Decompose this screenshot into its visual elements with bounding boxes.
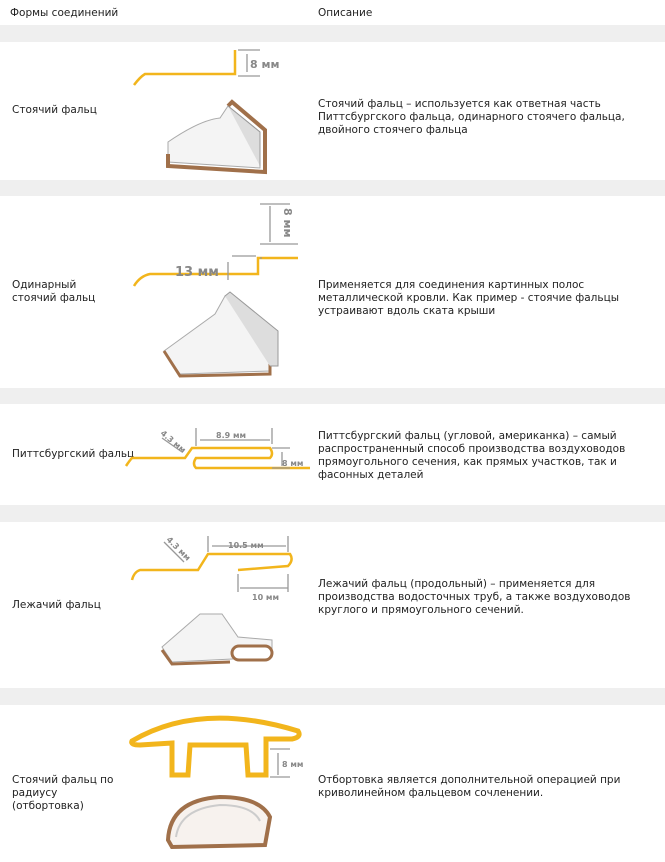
table-row xyxy=(0,705,665,862)
joint-name: Питтсбургский фальц xyxy=(12,448,135,460)
joint-description: Стоячий фальц – используется как ответная часть Питтсбургского фальца, одинарного стоячего фальца, двойного стоячего фальца xyxy=(318,98,625,136)
svg-text:4.3 мм: 4.3 мм xyxy=(158,428,188,455)
table-row xyxy=(0,404,665,505)
flat-seam-diagram xyxy=(120,522,320,682)
standing-seam-diagram xyxy=(120,42,320,172)
single-standing-seam-diagram xyxy=(120,196,320,386)
joint-name: Стоячий фальц по радиусу (отбортовка) xyxy=(12,774,114,812)
svg-text:8 мм: 8 мм xyxy=(250,58,280,71)
table-row xyxy=(0,522,665,688)
svg-text:8 мм: 8 мм xyxy=(282,459,304,468)
svg-text:8 мм: 8 мм xyxy=(281,208,294,238)
table-row xyxy=(0,42,665,180)
svg-text:10 мм: 10 мм xyxy=(252,593,279,602)
joint-description: Отбортовка является дополнительной операцией при криволинейном фальцевом сочленении. xyxy=(318,774,621,799)
svg-text:8 мм: 8 мм xyxy=(282,760,304,769)
pittsburgh-seam-diagram xyxy=(120,404,320,504)
joint-name: Лежачий фальц xyxy=(12,599,101,611)
header-forms: Формы соединений xyxy=(10,7,119,19)
header-description: Описание xyxy=(318,7,373,19)
svg-text:4.3 мм: 4.3 мм xyxy=(164,535,193,563)
joint-name: Одинарный стоячий фальц xyxy=(12,279,96,304)
row-separator xyxy=(0,505,665,522)
svg-text:8.9 мм: 8.9 мм xyxy=(216,431,247,440)
joint-description: Применяется для соединения картинных полос металлической кровли. Как пример - стоячие фальцы устраивают вдоль ската крыши xyxy=(318,279,620,317)
joint-name: Стоячий фальц xyxy=(12,104,97,116)
row-separator xyxy=(0,388,665,404)
row-separator xyxy=(0,688,665,705)
row-separator xyxy=(0,25,665,42)
radius-seam-diagram xyxy=(120,705,320,860)
svg-text:10.5 мм: 10.5 мм xyxy=(228,541,264,550)
joint-description: Питтсбургский фальц (угловой, американка) – самый распространенный способ производства воздуховодов прямоугольного сечения, как прямых участков, так и фасонных деталей xyxy=(318,430,626,481)
table-row xyxy=(0,196,665,388)
table-header xyxy=(0,0,665,25)
joint-description: Лежачий фальц (продольный) – применяется для производства водосточных труб, а также воздуховодов круглого и прямоугольного сечений. xyxy=(318,578,631,616)
row-separator xyxy=(0,180,665,196)
svg-text:13 мм: 13 мм xyxy=(175,265,219,280)
